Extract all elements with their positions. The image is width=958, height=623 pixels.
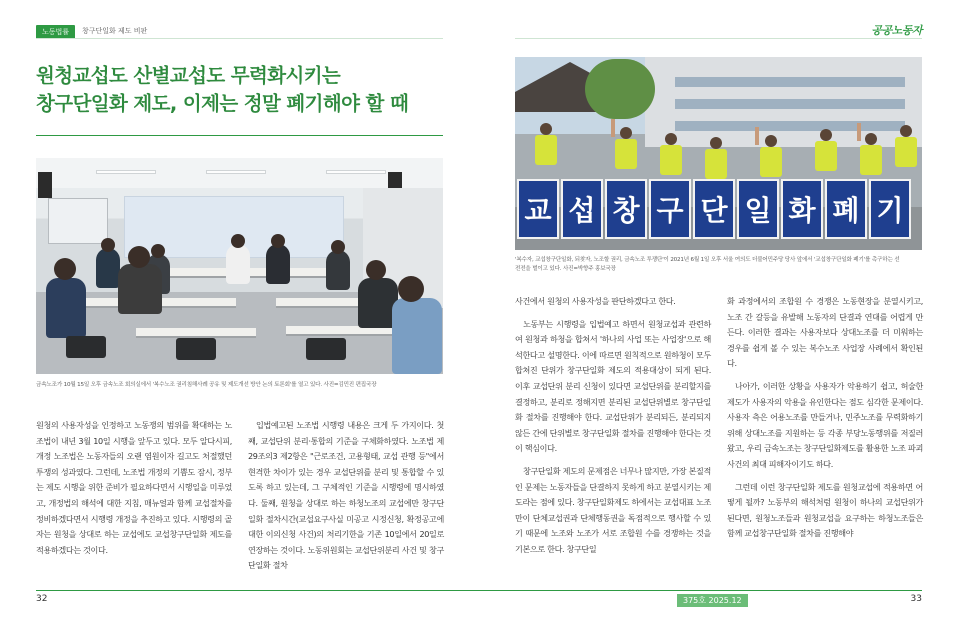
placard: 기: [869, 179, 911, 239]
protester: [895, 137, 917, 167]
header-divider: [36, 38, 443, 39]
magazine-logo: 공공노동자: [871, 24, 922, 37]
protest-photo: [515, 57, 922, 250]
placard: 폐: [825, 179, 867, 239]
attendee: [96, 248, 120, 288]
attendee-head: [54, 258, 76, 280]
ceiling-light: [326, 170, 386, 174]
building-windows: [675, 99, 905, 109]
attendee: [46, 278, 86, 338]
table: [136, 328, 256, 338]
building-windows: [675, 121, 905, 131]
raised-fist: [611, 119, 615, 137]
body-column-2: [248, 418, 444, 581]
protester: [660, 145, 682, 175]
attendee-head: [366, 260, 386, 280]
attendee-head: [101, 238, 115, 252]
placard: 창: [605, 179, 647, 239]
photo-caption: [515, 256, 922, 274]
protester: [705, 149, 727, 179]
raised-fist: [857, 123, 861, 141]
attendee-head: [271, 234, 285, 248]
caption-line-1: '복수자, 교섭창구단일화, 되찾자, 노조할 권리, 금속노조 투쟁단'이 2021년 6월 1일 오후 서울 여의도 더불어민주당 당사 앞에서 '교섭창구단일화 폐기'를 촉구하는 선: [515, 257, 900, 263]
paragraph: 나아가, 이러한 상황을 사용자가 악용하기 쉽고, 허술한 제도가 사용자의 악용을 유인한다는 점도 심각한 문제이다. 사용자 측은 어용노조를 만들거나, 민주노조를 무력화하기 위해 상대노조를 지원하는 등 각종 부당노동행위를 저질러왔고, 우리 금속노조는 창구단일화제도를 활용한 노조 파괴 사건의 최대 피해자이기도 하다.: [727, 380, 923, 469]
title-divider: [36, 135, 443, 136]
protester: [860, 145, 882, 175]
protester-head: [765, 135, 777, 147]
article-title: [36, 62, 456, 118]
speaker: [38, 172, 52, 198]
title-line-1: 원청교섭도 산별교섭도 무력화시키는: [36, 64, 341, 87]
raised-fist: [755, 127, 759, 145]
attendee-head: [151, 244, 165, 258]
placard: 단: [693, 179, 735, 239]
attendee-head: [331, 240, 345, 254]
paragraph: 창구단일화 제도의 문제점은 너무나 많지만, 가장 본질적인 문제는 노동자들을 단결하지 못하게 하고 분열시키는 제도라는 점에 있다. 창구단일화제도 하에서는 교섭대표 노조만이 단체교섭권과 단체행동권을 독점적으로 행사할 수 있기 때문에 노조와 노조가 서로 조합원 수를 경쟁하는 것을 기본으로 한다. 창구단일: [515, 465, 711, 554]
attendee: [226, 244, 250, 284]
placard: 일: [737, 179, 779, 239]
footer-divider: [479, 590, 922, 591]
paragraph: 노동부는 시행령을 입법예고 하면서 원청교섭과 관련하여 원청과 하청을 합쳐서 '하나의 사업 또는 사업장'으로 해석한다고 설명한다. 이에 따르면 원칙적으로 원하청이 모두 합쳐진 단위가 창구단일화 제도의 적용대상이 되게 된다. 이후 교섭단위 분리 신청이 있다면 교섭단위를 분리할지를 결정하고, 분리로 정해지면 분리된 교섭단위별로 창구단일화 절차를 진행해야 한다. 교섭단위가 분리되든, 분리되지 않든 간에 단위별로 창구단일화 절차를 진행해야 한다는 것이 핵심이다.: [515, 318, 711, 454]
chair: [176, 338, 216, 360]
protester: [615, 139, 637, 169]
attendee: [326, 250, 350, 290]
protester-head: [620, 127, 632, 139]
section-subtitle: 창구단일화 제도 비판: [82, 27, 148, 35]
attendee-head: [398, 276, 424, 302]
right-page: [479, 0, 958, 623]
attendee: [118, 264, 162, 314]
chair: [66, 336, 106, 358]
wall-screen: [48, 198, 108, 244]
protester-head: [865, 133, 877, 145]
meeting-photo: [36, 158, 443, 374]
paragraph: 화 과정에서의 조합원 수 경쟁은 노동현장을 분열시키고, 노조 간 갈등을 유발해 노동자의 단결과 연대를 어렵게 만든다. 이러한 결과는 사용자보다 상대노조를 더 미워하는 경우를 쉽게 볼 수 있는 복수노조 사업장 사례에서 확인된다.: [727, 296, 923, 369]
attendee: [266, 244, 290, 284]
placard: 교: [517, 179, 559, 239]
building-windows: [675, 77, 905, 87]
protester-head: [900, 125, 912, 137]
protester: [535, 135, 557, 165]
header-divider: [515, 38, 922, 39]
body-column-1: [36, 418, 232, 565]
paragraph: 입법예고된 노조법 시행령 내용은 크게 두 가지이다. 첫째, 교섭단위 분리·통합의 기준을 구체화하였다. 노조법 제29조의3 제2항은 "근로조건, 고용형태, 교섭 관행 등"에서 현격한 차이가 있는 경우 교섭단위를 분리 및 통합할 수 있도록 하고 있는데, 그 구체적인 기준을 시행령에 명시하였다. 둘째, 원청을 상대로 하는 하청노조의 교섭에만 창구단일화 절차시간(교섭요구사실 미공고 시정신청, 확정공고에 대한 이의신청 사건)의 처리기한을 기존 10일에서 20일로 연장하는 것이다. 노동위원회는 교섭단위분리 사건 및 창구단일화 절차: [248, 420, 444, 571]
paragraph: 원청의 사용자성을 인정하고 노동쟁의 범위를 확대하는 노조법이 내년 3월 10일 시행을 앞두고 있다. 모두 알다시피, 개정 노조법은 노동자들의 오랜 염원이자 길고도 처절했던 투쟁의 성과였다. 그런데, 노조법 개정의 기쁨도 잠시, 정부는 제도 시행을 위한 준비가 필요하다면서 시행일을 미루었고, 개정법의 해석에 대한 지침, 매뉴얼과 함께 교섭절차를 정비하겠다면서 시행령 개정을 추진하고 있다. 시행령의 골자는 원청을 상대로 하는 교섭에도 교섭창구단일화 제도를 적용하겠다는 것이다.: [36, 420, 232, 555]
body-column-4: [727, 294, 923, 549]
attendee-head: [231, 234, 245, 248]
footer-divider: [36, 590, 479, 591]
caption-line-2: 전전을 벌이고 있다. 사진=박향주 홍보국장: [515, 266, 616, 272]
placard: 섭: [561, 179, 603, 239]
protester-head: [665, 133, 677, 145]
placard: 화: [781, 179, 823, 239]
body-column-3: [515, 294, 711, 565]
protester-head: [540, 123, 552, 135]
ceiling-light: [96, 170, 156, 174]
section-tag: 노동법률: [36, 25, 75, 39]
page-number-right: 33: [910, 594, 922, 604]
tree: [585, 59, 655, 119]
placard: 구: [649, 179, 691, 239]
protester: [815, 141, 837, 171]
photo-caption: 금속노조가 10월 15일 오후 금속노조 회의실에서 '복수노조 권리침해사례 공유 및 제도개선 방안 논의 토론회'를 열고 있다. 사진=김민진 편집국장: [36, 382, 377, 388]
protester: [760, 147, 782, 177]
paragraph: 그런데 이런 창구단일화 제도를 원청교섭에 적용하면 어떻게 될까? 노동부의 해석처럼 원청이 하나의 교섭단위가 된다면, 원청노조들과 원청교섭을 요구하는 하청노조들은 함께 교섭창구단일화 절차를 진행해야: [727, 481, 923, 539]
title-line-2: 창구단일화 제도, 이제는 정말 폐기해야 할 때: [36, 92, 409, 115]
protester-head: [820, 129, 832, 141]
ceiling-light: [206, 170, 266, 174]
paragraph: 사건에서 원청의 사용자성을 판단하겠다고 한다.: [515, 296, 676, 306]
issue-badge: 375호 2025.12: [677, 594, 748, 607]
attendee: [392, 298, 442, 374]
chair: [306, 338, 346, 360]
protester-head: [710, 137, 722, 149]
attendee-head: [128, 246, 150, 268]
page-number-left: 32: [36, 594, 48, 604]
